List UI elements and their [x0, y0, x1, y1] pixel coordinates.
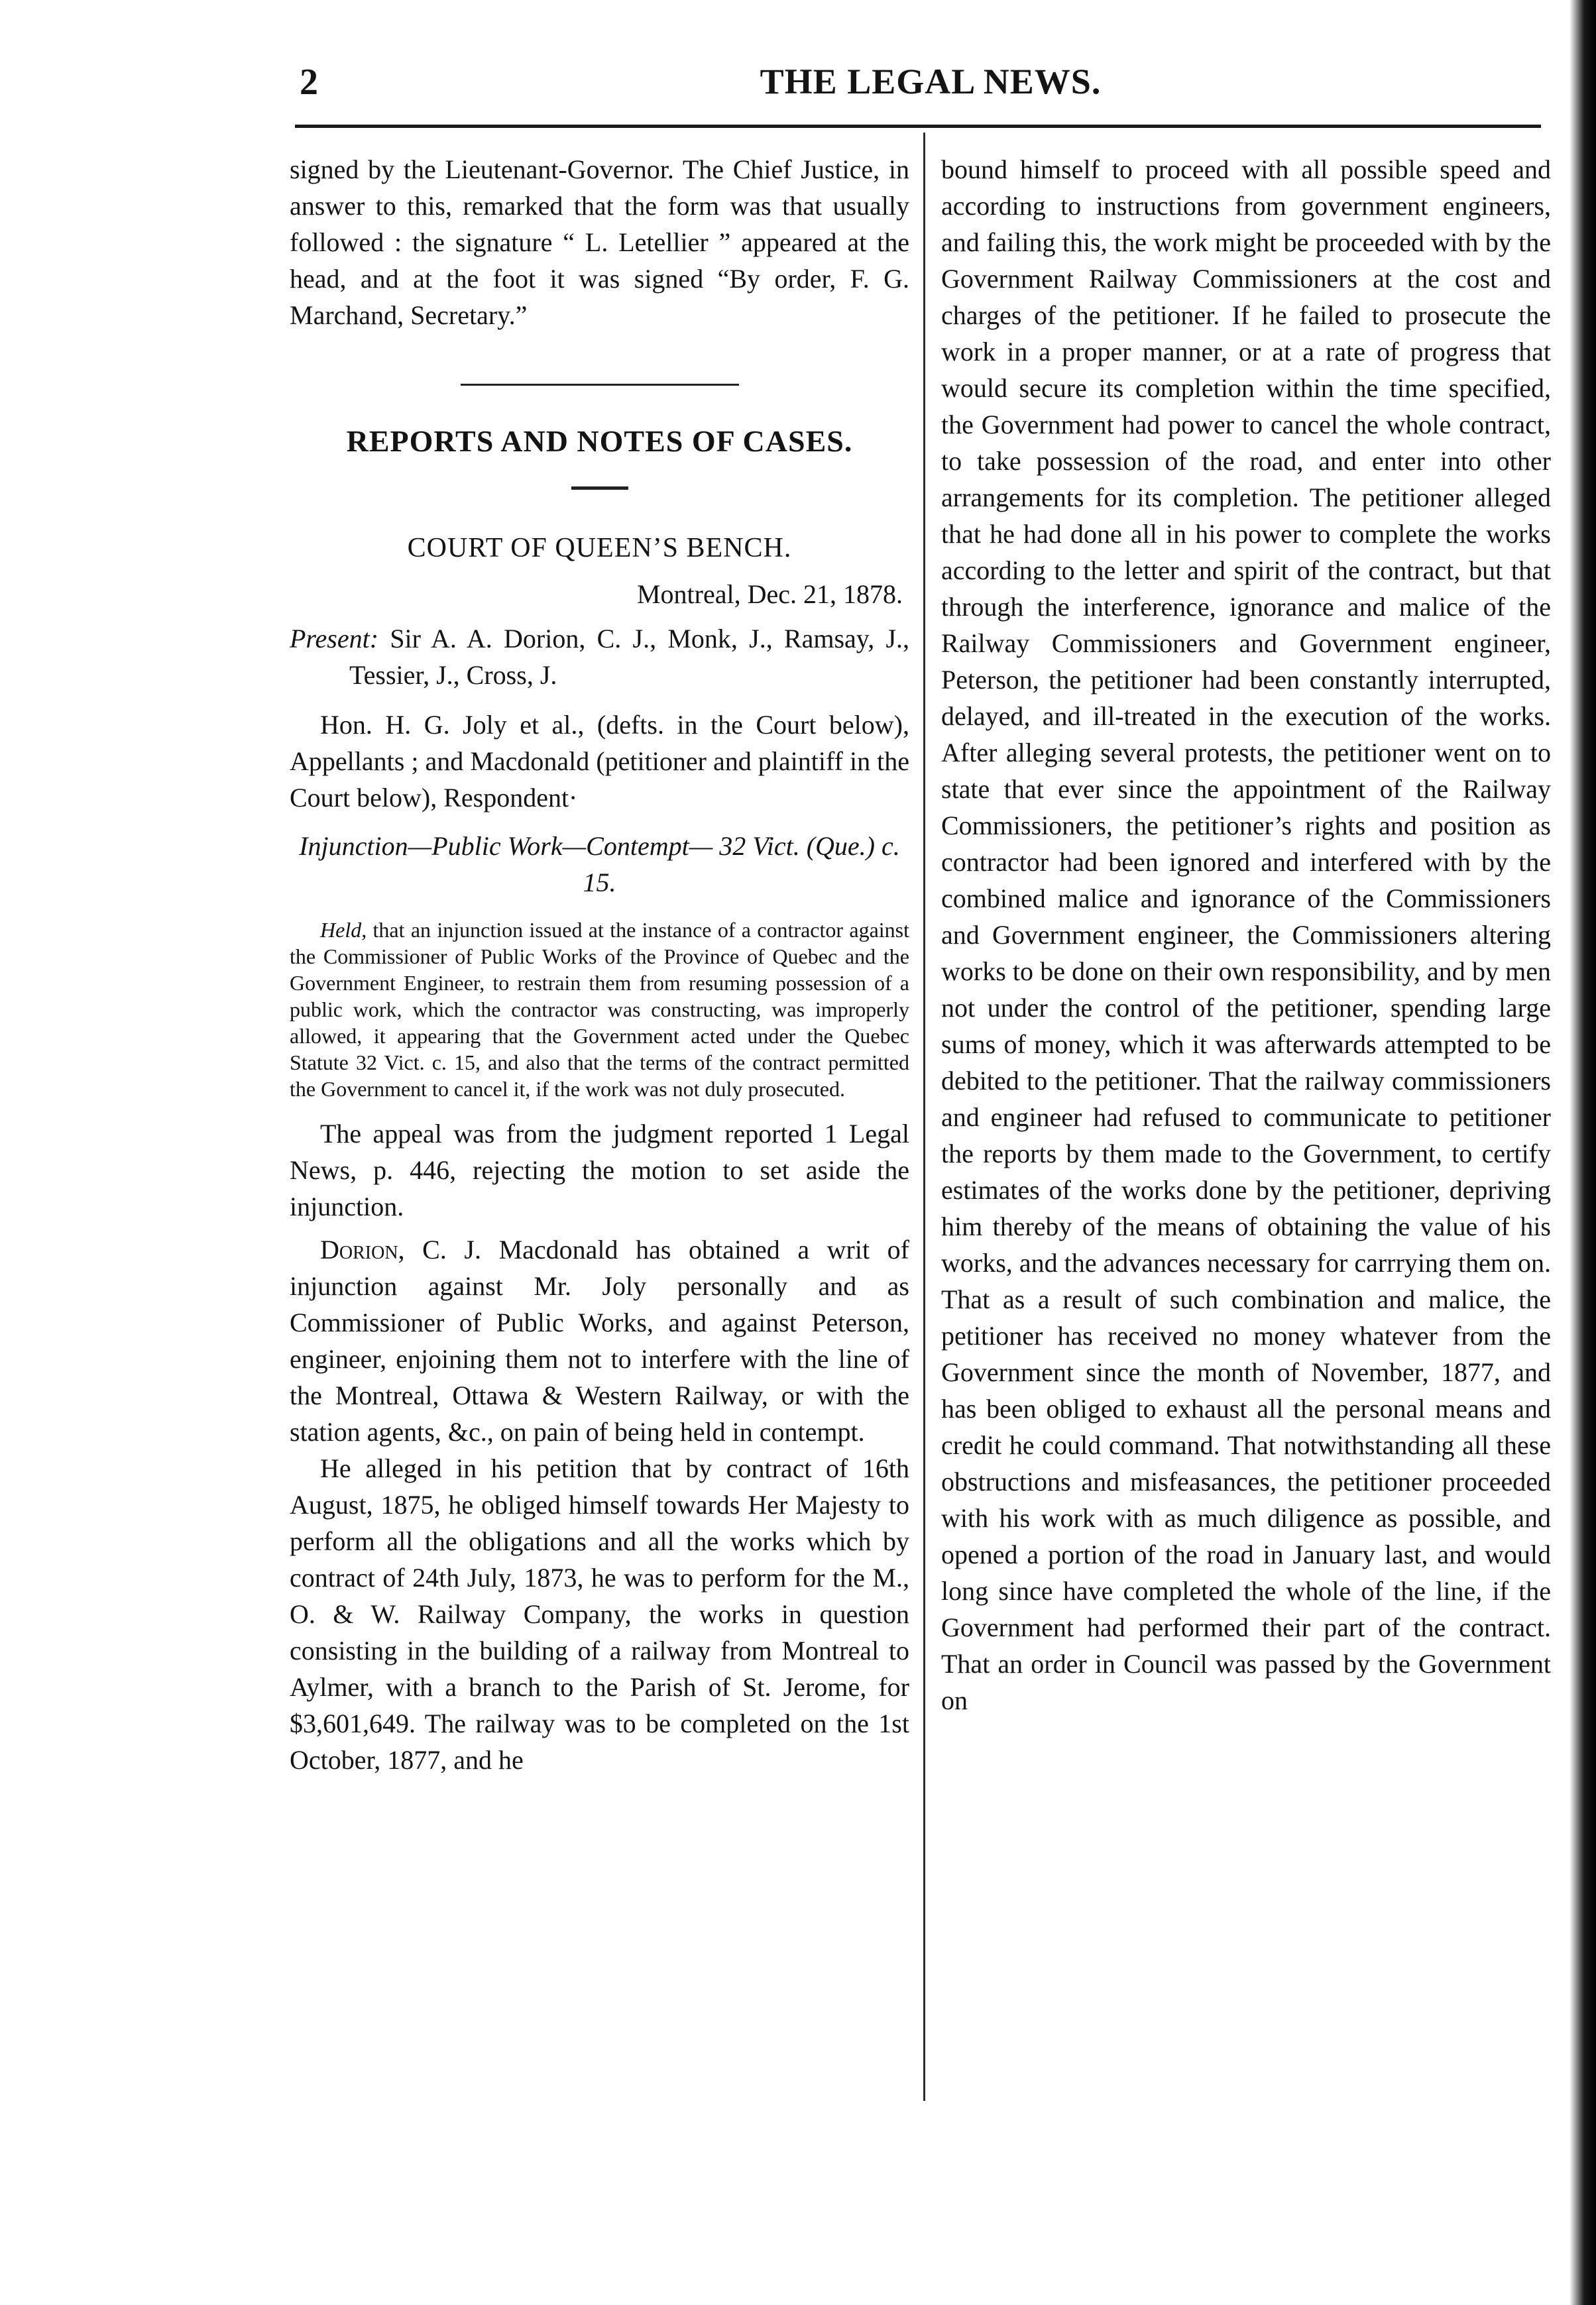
present-text: Sir A. A. Dorion, C. J., Monk, J., Ramsay, J., Tessier, J., Cross, J. [349, 624, 910, 690]
petition-paragraph: He alleged in his petition that by contract of 16th August, 1875, he obliged himself towards Her Majesty to perform all the obligations and all the works which by contract of 24th July, 1873, he was to perform for the M., O. & W. Railway Company, the works in question consisting in the building of a railway from Montreal to Aylmer, with a branch to the Parish of St. Jerome, for $3,601,649. The railway was to be completed on the 1st October, 1877, and he [290, 1453, 909, 1775]
section-title: REPORTS AND NOTES OF CASES. [346, 424, 853, 458]
judge-name: Dorion, C. J. [320, 1235, 481, 1265]
running-title: THE LEGAL NEWS. [760, 62, 1102, 101]
headnote-label: Held, [320, 918, 367, 942]
case-parties: Hon. H. G. Joly et al., (defts. in the Court below), Appellants ; and Macdonald (petitioner and plaintiff in the Court below), Respondent· [290, 710, 909, 813]
left-column [290, 151, 909, 1778]
headnote-text: that an injunction issued at the instance of a contractor against the Commissioner of Public Works of the Province of Quebec and the Government Engineer, to restrain them from resuming possession of a public work, which the contractor was constructing, was improperly allowed, it appearing that the Government acted under the Quebec Statute 32 Vict. c. 15, and also that the terms of the contract permitted the Government to cancel it, if the work was not duly prosecuted. [290, 918, 909, 1101]
judges-present [290, 620, 909, 693]
opinion-paragraph [290, 1231, 909, 1450]
continued-paragraph: signed by the Lieutenant-Governor. The Chief Justice, in answer to this, remarked that the form was that usually followed : the signature “ L. Letellier ” appeared at the head, and at the foot it was signed “By order, F. G. Marchand, Secretary.” [290, 154, 909, 330]
header-rule [295, 125, 1541, 128]
page-edge-shadow [1569, 0, 1596, 2305]
right-column-text: bound himself to proceed with all possible speed and according to instructions from government engineers, and failing this, the work might be proceeded with by the Government Railway Commissioners at the cost and charges of the petitioner. If he failed to prosecute the work in a proper manner, or at a rate of progress that would secure its completion within the time specified, the Government had power to cancel the whole contract, to take possession of the road, and enter into other arrangements for its completion. The petitioner alleged that he had done all in his power to complete the works according to the letter and spirit of the contract, but that through the interference, ignorance and malice of the Railway Commissioners and Government engineer, Peterson, the petitioner had been constantly interrupted, delayed, and ill-treated in the execution of the works. After alleging several protests, the petitioner went on to state that ever since the appointment of the Railway Commissioners, the petitioner’s rights and position as contractor had been ignored and interfered with by the combined malice and ignorance of the Commissioners and Government engineer, the Commissioners altering works to be done on their own responsibility, and by men not under the control of the petitioner, spending large sums of money, which it was afterwards attempted to be debited to the petitioner. That the railway commissioners and engineer had refused to communicate to petitioner the reports by them made to the Government, to certify estimates of the works done by the petitioner, depriving him thereby of the means of obtaining the value of his works, and the advances necessary for carrrying them on. That as a result of such combination and malice, the petitioner has received no money whatever from the Government since the month of November, 1877, and has been obliged to exhaust all the personal means and credit he could command. That notwithstanding all these obstructions and misfeasances, the petitioner proceeded with his work with as much diligence as possible, and opened a portion of the road in January last, and would long since have completed the whole of the line, if the Government had performed their part of the contract. That an order in Council was passed by the Government on [941, 154, 1551, 1715]
right-column [941, 151, 1551, 1718]
column-divider [923, 133, 925, 2101]
case-subject: Injunction—Public Work—Contempt— 32 Vict. (Que.) c. 15. [299, 831, 900, 897]
present-label: Present: [290, 624, 379, 653]
appeal-paragraph: The appeal was from the judgment reported 1 Legal News, p. 446, rejecting the motion to set aside the injunction. [290, 1119, 909, 1221]
opinion-text: Macdonald has obtained a writ of injunction against Mr. Joly personally and as Commissioner of Public Works, and against Peterson, engineer, enjoining them not to interfere with the line of the Montreal, Ottawa & Western Railway, or with the station agents, &c., on pain of being held in contempt. [290, 1235, 909, 1447]
headnote [290, 917, 909, 1102]
court-name: COURT OF QUEEN’S BENCH. [407, 533, 792, 563]
case-date: Montreal, Dec. 21, 1878. [636, 579, 903, 609]
page-number: 2 [300, 62, 318, 103]
title-dash [571, 486, 628, 490]
section-separator [461, 384, 739, 386]
